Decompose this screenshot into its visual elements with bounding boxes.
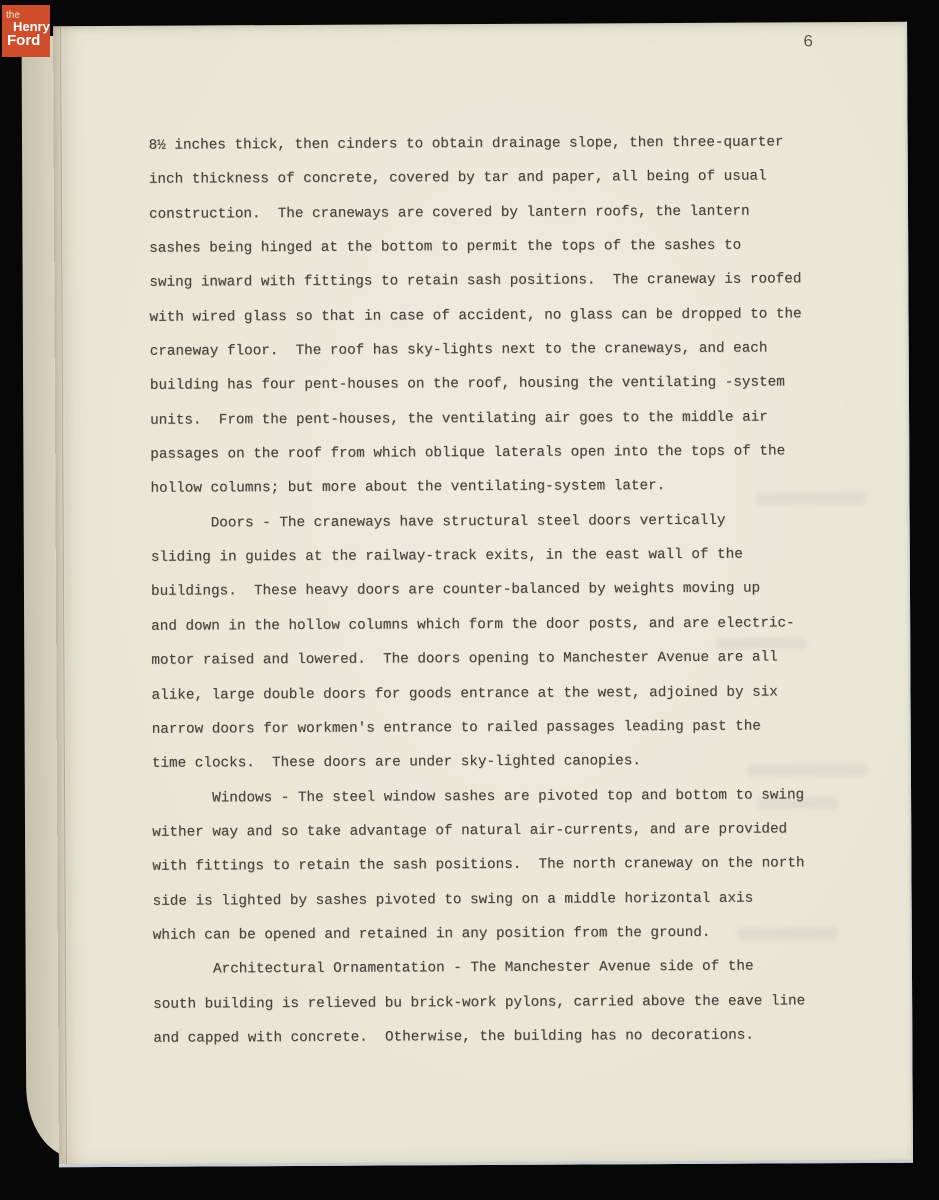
text-line: and down in the hollow columns which form the door posts, and are electric- (151, 615, 795, 635)
text-line: craneway floor. The roof has sky-lights next to the craneways, and each (149, 340, 768, 360)
text-line: motor raised and lowered. The doors opening to Manchester Avenue are all (151, 649, 778, 669)
logo-word-the: the (6, 10, 20, 21)
bleed-through-smudge (716, 637, 806, 649)
text-line: with wired glass so that in case of accident, no glass can be dropped to the (149, 306, 802, 326)
logo-word-ford: Ford (7, 32, 41, 49)
henry-ford-logo (2, 5, 50, 57)
text-line: south building is relieved bu brick-work pylons, carried above the eave line (153, 992, 806, 1013)
text-line: Windows - The steel window sashes are pivoted top and bottom to swing (152, 786, 805, 807)
text-line: sliding in guides at the railway-track exits, in the east wall of the (150, 546, 743, 566)
text-line: which can be opened and retained in any position from the ground. (152, 924, 711, 944)
text-line: alike, large double doors for goods entrance at the west, adjoined by six (151, 683, 778, 704)
text-line: building has four pent-houses on the roof, housing the ventilating -system (149, 374, 785, 395)
text-line: construction. The craneways are covered by lantern roofs, the lantern (148, 203, 750, 223)
text-line: narrow doors for workmen's entrance to railed passages leading past the (151, 718, 761, 738)
text-line: passages on the roof from which oblique laterals open into the tops of the (150, 443, 786, 463)
logo-word-henry: Henry (13, 19, 50, 34)
text-line: swing inward with fittings to retain sash positions. The craneway is roofed (149, 271, 802, 292)
text-line: hollow columns; but more about the ventilating-system later. (150, 478, 666, 498)
typewritten-text-block (149, 125, 806, 1056)
bleed-through-smudge (755, 492, 865, 506)
document-page (53, 22, 913, 1167)
bleed-through-smudge (747, 764, 867, 777)
page-number: 6 (803, 33, 814, 53)
text-line: units. From the pent-houses, the ventilating air goes to the middle air (150, 409, 768, 429)
text-line: Doors - The craneways have structural steel doors vertically (150, 512, 726, 532)
text-line: Architectural Ornamentation - The Manchester Avenue side of the (152, 958, 754, 978)
text-line: inch thickness of concrete, covered by tar and paper, all being of usual (148, 168, 767, 189)
bleed-through-smudge (738, 927, 838, 940)
text-line: sashes being hinged at the bottom to permit the tops of the sashes to (149, 237, 742, 257)
text-line: wither way and so take advantage of natural air-currents, and are provided (152, 821, 788, 841)
text-line: side is lighted by sashes pivoted to swing on a middle horizontal axis (152, 890, 754, 910)
text-line: buildings. These heavy doors are counter-balanced by weights moving up (150, 581, 761, 601)
page-crease (60, 26, 67, 1164)
bleed-through-smudge (757, 797, 837, 809)
text-line: with fittings to retain the sash positions. The north craneway on the north (152, 855, 805, 875)
text-line: and capped with concrete. Otherwise, the building has no decorations. (153, 1027, 754, 1047)
text-line: time clocks. These doors are under sky-lighted canopies. (151, 753, 641, 772)
text-line: 8½ inches thick, then cinders to obtain drainage slope, then three-quarter (148, 134, 784, 154)
